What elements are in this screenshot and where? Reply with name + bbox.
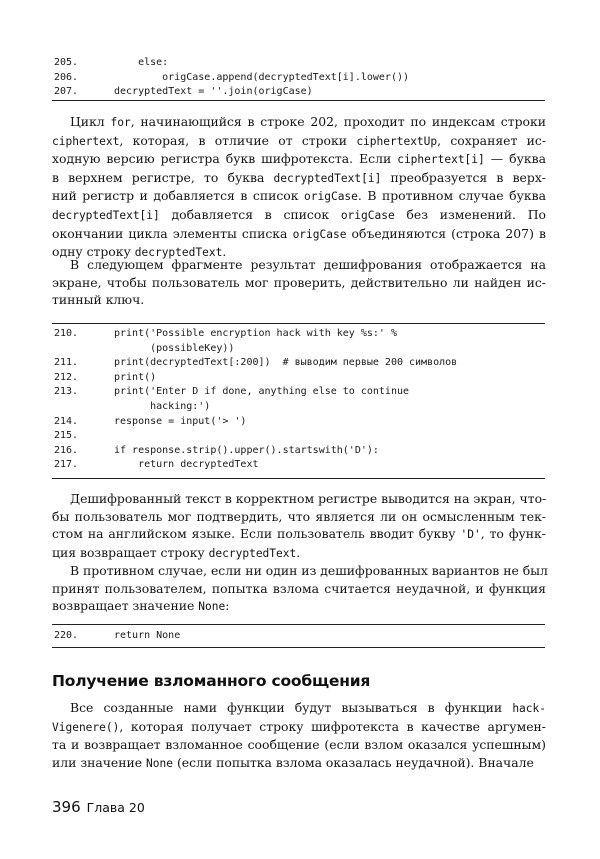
code-block-3-bottom-rule	[52, 647, 545, 648]
text-line	[52, 113, 546, 132]
inline-code: decryptedText[i]	[273, 171, 382, 185]
text-run: , сохраняет ис-	[437, 132, 547, 148]
text-line	[52, 206, 546, 225]
code-block-2-bottom-rule	[52, 478, 545, 479]
code-line	[54, 86, 313, 98]
text-line	[52, 699, 546, 718]
inline-code: origCase	[292, 227, 347, 241]
text-run: Дешифрованный текст в корректном регистре выводится на экран, что-	[70, 491, 547, 506]
text-run: , которая, в отличие от строки	[119, 132, 357, 148]
text-line: экране, чтобы пользователь мог проверить, действительно ли найден ис-	[52, 274, 546, 290]
text-run: принят пользователем, попытка взлома считается неудачной, и функция	[52, 580, 546, 596]
text-line	[52, 597, 546, 616]
code-block-3-top-rule	[52, 624, 545, 625]
inline-code: 'D'	[460, 528, 481, 542]
code-line	[54, 386, 410, 398]
text-run: стом на английском языке. Если пользователь вводит букву	[52, 526, 461, 542]
code-line	[54, 459, 259, 471]
text-line: В следующем фрагменте результат дешифрования отображается на	[70, 257, 546, 272]
text-run: без изменений. По	[394, 206, 546, 222]
code-line-source: decryptedText = ''.join(origCase)	[114, 86, 313, 97]
code-line-number: 217.	[54, 459, 79, 471]
text-line: тинный ключ.	[52, 292, 145, 308]
text-line	[52, 150, 546, 169]
text-line	[52, 754, 546, 773]
paragraph-5	[52, 699, 546, 772]
inline-code: ciphertext[i]	[397, 153, 485, 167]
page-footer	[52, 797, 145, 816]
paragraph-2	[52, 256, 546, 309]
code-line	[54, 328, 397, 340]
code-line-number: 206.	[54, 71, 79, 83]
text-run: ция возвращает строку	[52, 544, 209, 560]
text-line	[52, 169, 546, 188]
paragraph-1	[52, 113, 546, 262]
code-line	[54, 71, 410, 84]
code-line-source: hacking:')	[114, 401, 211, 412]
text-line	[52, 718, 546, 737]
text-line	[52, 525, 546, 544]
code-line-number: 220.	[54, 630, 79, 641]
text-run: , начинающийся в строке 202, проходит по индексам строки	[130, 114, 546, 129]
inline-code: decryptedText	[134, 246, 223, 260]
text-line	[52, 562, 546, 580]
text-line	[52, 544, 546, 563]
text-run: .	[222, 244, 227, 260]
text-run: — буква	[484, 151, 546, 167]
text-run: .	[296, 544, 301, 560]
text-run: одну строку	[52, 244, 135, 260]
code-line-source: origCase.append(decryptedText[i].lower())	[114, 71, 410, 83]
code-line-number: 215.	[54, 430, 79, 442]
text-run: окончании цикла элементы списка	[52, 225, 293, 241]
code-line-number: 212.	[54, 371, 79, 383]
code-line	[54, 357, 458, 369]
text-run: ходную версию регистра букв шифротекста. Если	[52, 151, 398, 167]
text-line	[52, 187, 546, 206]
inline-code: None	[146, 756, 173, 770]
text-run: бы пользователь мог подтвердить, что является ли он осмысленным тек-	[52, 508, 546, 524]
text-line	[52, 580, 546, 598]
code-line-number: 210.	[54, 328, 79, 339]
code-line-number: 205.	[54, 57, 79, 68]
text-run: добавляется в список	[159, 206, 341, 222]
text-run: в верхнем регистре, то буква	[52, 169, 274, 185]
code-block-1-bottom-rule	[52, 100, 545, 101]
inline-code: for	[110, 116, 131, 129]
code-line-number: 211.	[54, 357, 79, 369]
code-line-source: print(decryptedText[:200]) # выводим первые 200 символов	[114, 357, 458, 369]
code-line-number: 207.	[54, 86, 79, 97]
chapter-label: Глава 20	[86, 800, 145, 815]
code-line-source: (possibleKey))	[114, 342, 235, 354]
inline-code: ciphertextUp	[356, 134, 438, 148]
code-line	[54, 630, 181, 642]
text-run: Цикл	[70, 114, 111, 129]
code-line-number: 216.	[54, 444, 79, 456]
text-run: . В противном случае буква	[357, 188, 546, 204]
code-line-source: if response.strip().upper().startswith('D'):	[114, 444, 379, 456]
code-line-source: print('Possible encryption hack with key %s:' %	[114, 328, 397, 339]
text-run: , которая получает строку шифротекста в качестве аргумен-	[119, 718, 546, 734]
text-run: та и возвращает взломанное сообщение (если взлом оказался успешным)	[52, 737, 546, 753]
code-line	[54, 430, 78, 442]
inline-code: None	[198, 600, 226, 614]
code-line-source: print()	[114, 371, 157, 383]
text-run: (если попытка взлома оказалась неудачной). Вначале	[173, 754, 534, 770]
section-heading: Получение взломанного сообщения	[52, 672, 371, 690]
code-line	[54, 57, 169, 69]
text-run: В противном случае, если ни один из дешифрованных вариантов не был	[70, 563, 548, 578]
inline-code: Vigenere()	[52, 720, 120, 734]
inline-code: origCase	[304, 190, 358, 204]
code-line-number: 214.	[54, 415, 79, 427]
text-line	[52, 490, 546, 508]
text-run: Все созданные нами функции будут вызываться в функции	[70, 700, 513, 715]
text-run: преобразуется в верх-	[381, 169, 546, 185]
code-line-source: response = input('> ')	[114, 415, 247, 427]
inline-code: decryptedText	[208, 546, 297, 560]
code-line	[54, 415, 247, 428]
inline-code: origCase	[340, 208, 395, 222]
text-run: :	[225, 598, 230, 614]
text-line	[52, 225, 546, 244]
code-line-source: return None	[114, 630, 181, 641]
code-block-2-top-rule	[52, 323, 545, 324]
inline-code: hack-	[512, 702, 546, 715]
text-line	[52, 736, 546, 754]
code-line	[54, 371, 157, 384]
page-number: 396	[52, 798, 81, 816]
inline-code: decryptedText[i]	[52, 208, 160, 222]
text-line	[52, 508, 546, 526]
inline-code: ciphertext	[52, 134, 120, 148]
code-line-source: return decryptedText	[114, 459, 259, 471]
paragraph-4	[52, 562, 546, 616]
text-run: или значение	[52, 754, 147, 770]
code-line-source: else:	[114, 57, 169, 68]
code-line-source: print('Enter D if done, anything else to continue	[114, 386, 410, 398]
text-line	[52, 132, 546, 151]
text-run: возвращает значение	[52, 598, 199, 614]
code-line	[54, 444, 379, 457]
paragraph-3	[52, 490, 546, 562]
text-run: ний регистр и добавляется в список	[52, 188, 305, 204]
code-line-number: 213.	[54, 386, 79, 398]
text-run: объединяются (строка 207) в	[346, 225, 546, 241]
text-run: , то функ-	[480, 526, 546, 542]
